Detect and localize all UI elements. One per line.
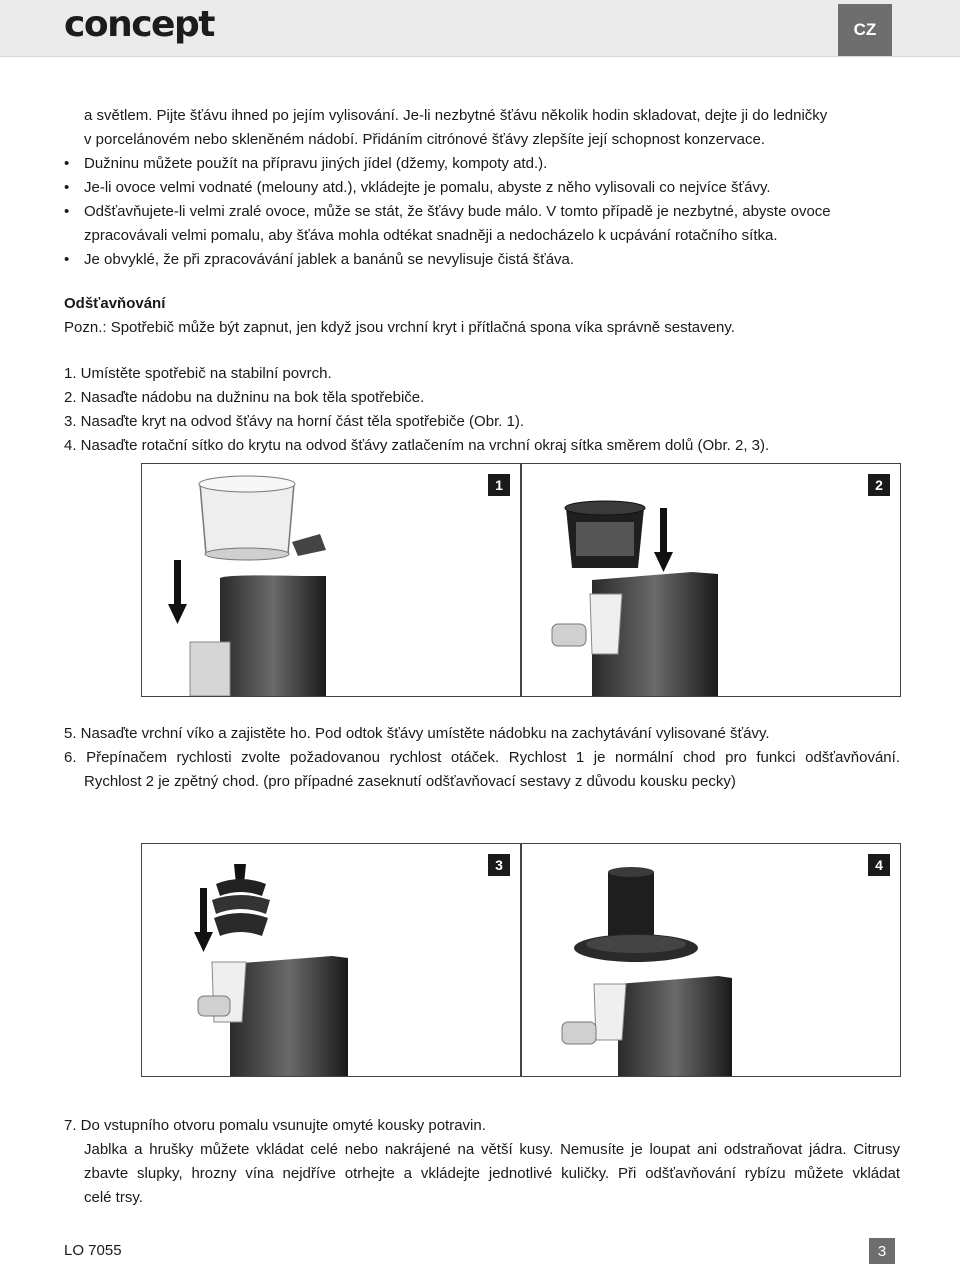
- intro-text: [64, 104, 900, 272]
- figure-number: 1: [488, 474, 510, 496]
- arrow-down-icon: [200, 888, 207, 934]
- figure-1-illustration: [142, 464, 520, 696]
- section-note: Pozn.: Spotřebič může být zapnut, jen když jsou vrchní kryt i přítlačná spona víka správně sestaveny.: [64, 319, 735, 336]
- step-7-text: celé trsy.: [84, 1189, 143, 1206]
- step-item: 2. Nasaďte nádobu na dužninu na bok těla spotřebiče.: [64, 389, 425, 406]
- step-7: [64, 1114, 900, 1210]
- step-7-text: Jablka a hrušky můžete vkládat celé nebo nakrájené na větší kusy. Nemusíte je loupat ani odstraňovat jádra. Citrusy: [84, 1141, 900, 1158]
- figure-number: 2: [868, 474, 890, 496]
- figure-number: 3: [488, 854, 510, 876]
- step-item: 6. Přepínačem rychlosti zvolte požadovanou rychlost otáček. Rychlost 1 je normální chod pro funkci odšťavňování.: [64, 749, 900, 766]
- step-item: 5. Nasaďte vrchní víko a zajistěte ho. Pod odtok šťávy umístěte nádobku na zachytávání vylisované šťávy.: [64, 725, 770, 742]
- figure-4-illustration: [522, 844, 900, 1076]
- bullet-continuation: zpracovávali velmi pomalu, aby šťáva mohla odtékat snadněji a nedocházelo k ucpávání rotačního sítka.: [84, 227, 778, 244]
- page-number: 3: [869, 1238, 895, 1264]
- step-7-text: zbavte slupky, hrozny vína nejdříve otrhejte a vkládejte jednotlivé kuličky. Při odšťavňování rybízu můžete vkládat: [84, 1165, 900, 1182]
- step-item: 7. Do vstupního otvoru pomalu vsunujte omyté kousky potravin.: [64, 1117, 486, 1134]
- bullet-item: • Je obvyklé, že při zpracovávání jablek a banánů se nevylisuje čistá šťáva.: [64, 248, 900, 272]
- step-item: 4. Nasaďte rotační sítko do krytu na odvod šťávy zatlačením na vrchní okraj sítka směrem dolů (Obr. 2, 3).: [64, 437, 770, 454]
- figure-3: [141, 843, 521, 1077]
- section-title: Odšťavňování: [64, 295, 166, 312]
- figure-4: [521, 843, 901, 1077]
- bullet-item: • Dužninu můžete použít na přípravu jiných jídel (džemy, kompoty atd.).: [64, 152, 900, 176]
- language-badge: CZ: [838, 4, 892, 56]
- bullet-item: • Je-li ovoce velmi vodnaté (melouny atd.), vkládejte je pomalu, abyste z něho vylisovali co nejvíce šťávy.: [64, 176, 900, 200]
- arrow-down-icon: [174, 560, 181, 606]
- figure-1: [141, 463, 521, 697]
- intro-line: v porcelánovém nebo skleněném nádobí. Přidáním citrónové šťávy zlepšíte její schopnost konzervace.: [84, 131, 765, 148]
- bullet-item: • Odšťavňujete-li velmi zralé ovoce, může se stát, že šťávy bude málo. V tomto případě je nezbytné, abyste ovoce: [64, 200, 900, 224]
- juicing-section: [64, 292, 900, 458]
- figure-2: [521, 463, 901, 697]
- brand-logo: concept: [64, 4, 214, 45]
- figure-3-illustration: [142, 844, 520, 1076]
- step-item-continuation: Rychlost 2 je zpětný chod. (pro případné zaseknutí odšťavňovací sestavy z důvodu kousku pecky): [84, 773, 736, 790]
- intro-line: a světlem. Pijte šťávu ihned po jejím vylisování. Je-li nezbytné šťávu několik hodin skladovat, dejte ji do ledničky: [84, 107, 828, 124]
- header-bar: [0, 0, 960, 57]
- steps-continued: [64, 722, 900, 794]
- figure-number: 4: [868, 854, 890, 876]
- footer-model: LO 7055: [64, 1242, 122, 1259]
- step-item: 1. Umístěte spotřebič na stabilní povrch.: [64, 365, 332, 382]
- arrow-down-icon: [660, 508, 667, 554]
- figure-2-illustration: [522, 464, 900, 696]
- step-item: 3. Nasaďte kryt na odvod šťávy na horní část těla spotřebiče (Obr. 1).: [64, 413, 525, 430]
